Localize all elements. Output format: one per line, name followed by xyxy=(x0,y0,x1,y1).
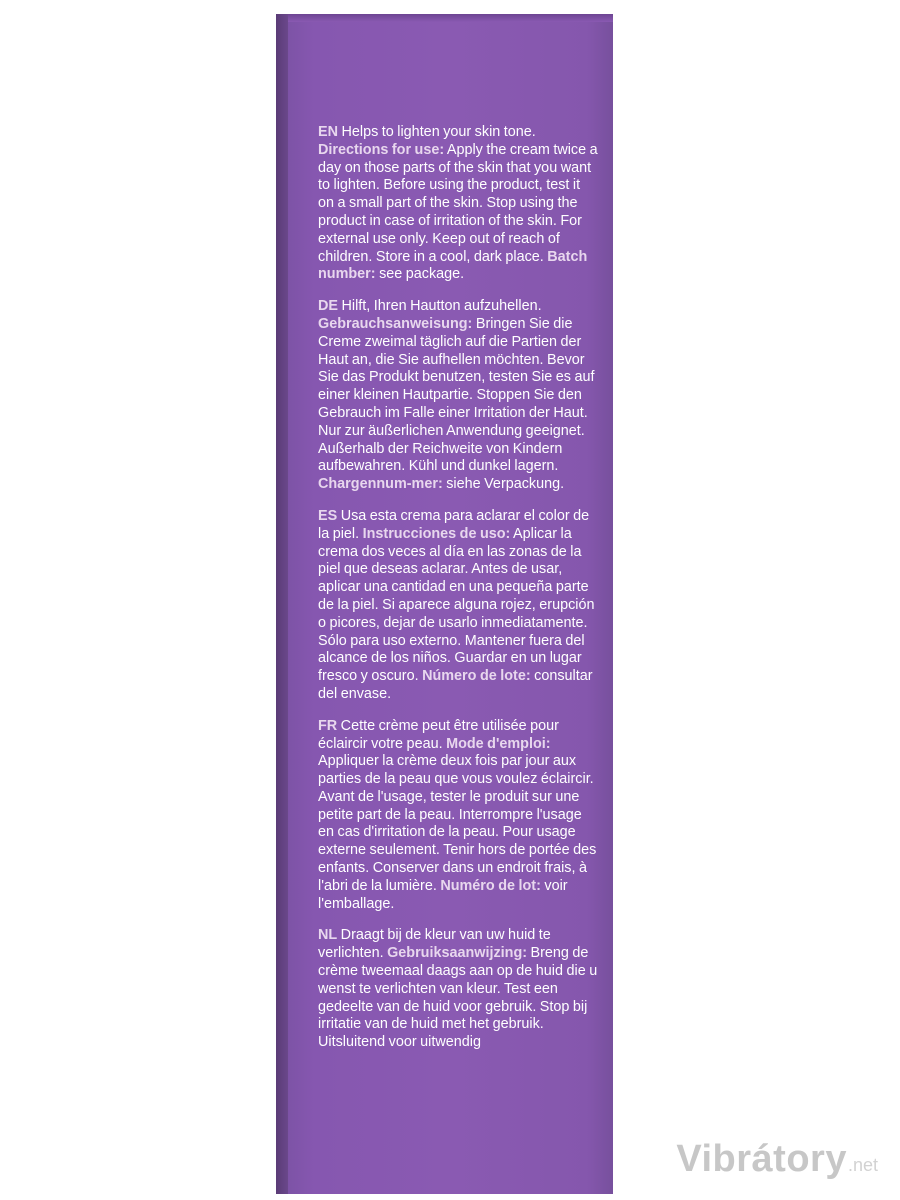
section-heading: Número de lote: xyxy=(422,668,531,685)
body-text: see package. xyxy=(375,266,465,283)
body-text: Breng de crème tweemaal daags aan op de huid die u wenst te verlichten van kleur. Test een gedeelte van de huid voor gebruik. Stop bij irritatie van de huid met het gebruik. Uitsluitend voor uitwendig xyxy=(318,945,598,1051)
section-heading: Numéro de lot: xyxy=(440,877,541,894)
section-heading: Directions for use: xyxy=(318,141,445,158)
language-code: EN xyxy=(318,124,338,140)
body-text: consultar del envase. xyxy=(318,668,593,702)
body-text: Cette crème peut être utilisée pour éclaircir votre peau. xyxy=(318,717,559,752)
section-heading: Gebrauchsanweisung: xyxy=(318,315,473,332)
section-heading: Gebruiksaanwijzing: xyxy=(387,945,528,962)
body-text: Appliquer la crème deux fois par jour aux parties de la peau que vous voulez éclaircir. Avant de l'usage, tester le produit sur une petite part de la peau. Interrompre l'usage en cas d'irritation de la peau. Pour usage externe seulement. Tenir hors de portée des enfants. Conserver dans un endroit frais, à l'abri de la lumière. xyxy=(318,753,597,894)
watermark-main: Vibrátory xyxy=(676,1138,847,1180)
body-text: Hilft, Ihren Hautton aufzuhellen. xyxy=(338,298,542,315)
language-code: FR xyxy=(318,717,338,734)
body-text: Usa esta crema para aclarar el color de la piel. xyxy=(318,507,590,542)
instructions-text xyxy=(318,124,598,1066)
section-heading: Chargennum-mer: xyxy=(318,476,443,493)
section-heading: Mode d'emploi: xyxy=(446,735,551,752)
body-text: Aplicar la crema dos veces al día en las zonas de la piel que deseas aclarar. Antes de usar, aplicar una cantidad en una pequeña parte de la piel. Si aparece alguna rojez, erupción o picores, dejar de usarlo inmediatamente. Sólo para uso externo. Mantener fuera del alcance de los niños. Guardar en un lugar fresco y oscuro. xyxy=(318,525,595,685)
body-text: Draagt bij de kleur van uw huid te verlichten. xyxy=(318,927,551,962)
paragraph-fr xyxy=(318,718,598,914)
body-text: Helps to lighten your skin tone. xyxy=(338,124,536,140)
paragraph-es xyxy=(318,508,598,704)
body-text: Bringen Sie die Creme zweimal täglich auf die Partien der Haut an, die Sie aufhellen möchten. Bevor Sie das Produkt benutzen, testen Sie es auf einer kleinen Hautpartie. Stoppen Sie den Gebrauch im Falle einer Irritation der Haut. Nur zur äußerlichen Anwendung geeignet. Außerhalb der Reichweite von Kindern aufbewahren. Kühl und dunkel lagern. xyxy=(318,315,595,475)
box-top-edge xyxy=(288,14,613,22)
language-code: NL xyxy=(318,927,338,944)
body-text: siehe Verpackung. xyxy=(442,476,565,493)
language-code: ES xyxy=(318,507,338,524)
paragraph-nl xyxy=(318,927,598,1052)
paragraph-en xyxy=(318,124,598,284)
section-heading: Instrucciones de uso: xyxy=(362,525,511,542)
body-text: Apply the cream twice a day on those parts of the skin that you want to lighten. Before using the product, test it on a small part of the skin. Stop using the product in case of irritation of the skin. For external use only. Keep out of reach of children. Store in a cool, dark place. xyxy=(318,141,598,265)
body-text: voir l'emballage. xyxy=(318,877,568,912)
section-heading: Batch number: xyxy=(318,248,588,283)
paragraph-de xyxy=(318,298,598,494)
language-code: DE xyxy=(318,298,338,315)
watermark-suffix: .net xyxy=(847,1155,878,1175)
watermark-logo xyxy=(676,1138,878,1194)
